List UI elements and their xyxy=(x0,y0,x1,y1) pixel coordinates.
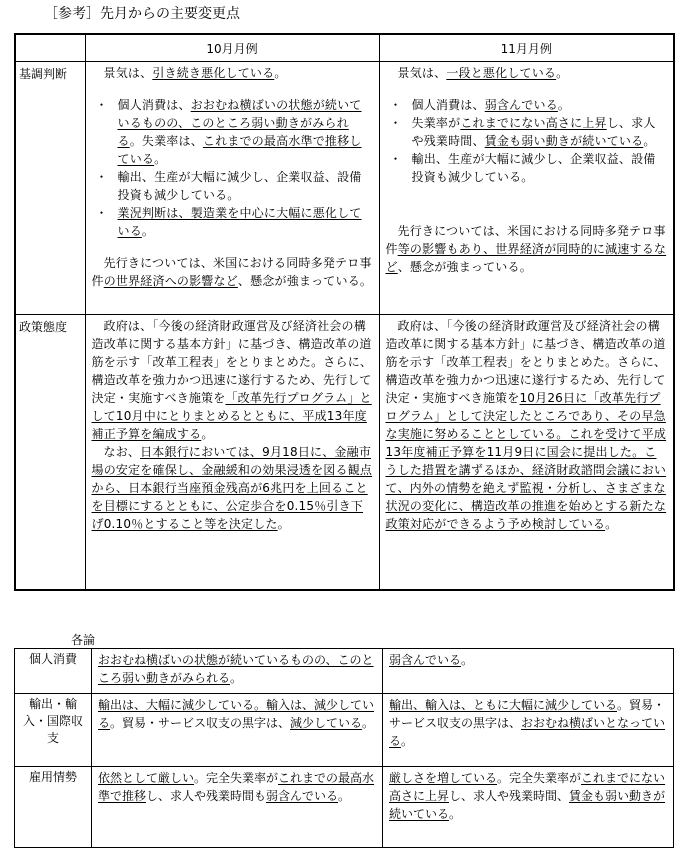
seisaku-oct-p1: 政府は、「今後の経済財政運営及び経済社会の構造改革に関する基本方針」に基づき、構造改革の道筋を示す「改革工程表」をとりまとめた。さらに、構造改革を強力かつ迅速に遂行するため、先行して決定・実施すべき施策を「改革先行プログラム」として10月中にとりまとめるとともに、平成13年度補正予算を編成する。 xyxy=(91,319,373,441)
cell-seisaku-oct xyxy=(85,315,379,591)
row-label-seisaku: 政策態度 xyxy=(15,315,85,591)
list-item: ・ 失業率がこれまでにない高さに上昇し、求人や残業時間、賃金も弱い動きが続いている。 xyxy=(386,114,668,150)
row-seisaku xyxy=(15,315,674,591)
cell-koyo-nov: 厳しさを増している。完全失業率がこれまでにない高さに上昇し、求人や残業時間、賃金も弱い動きが続いている。 xyxy=(383,767,674,848)
list-item: ・ 個人消費は、弱含んでいる。 xyxy=(386,96,668,114)
list-item: ・ 輸出、生産が大幅に減少し、企業収益、設備投資も減少している。 xyxy=(92,168,373,204)
kicho-oct-outlook: 先行きについては、米国における同時多発テロ事件の世界経済への影響など、懸念が強まっている。 xyxy=(91,256,373,288)
seisaku-nov-p1: 政府は、「今後の経済財政運営及び経済社会の構造改革に関する基本方針」に基づき、構造改革の道筋を示す「改革工程表」をとりまとめた。さらに、構造改革を強力かつ迅速に遂行するため、先行して決定・実施すべき施策を10月26日に「改革先行プログラム」として決定したところであり、その早急な実施に努めることとしている。これを受けて平成13年度補正予算を11月9日に国会に提出した。こうした措置を講ずるほか、経済財政諮問会議において、内外の情勢を絶えず監視・分析し、さまざまな状況の変化に、構造改革の推進を始めとする新たな政策対応ができるよう予め検討している。 xyxy=(385,319,667,531)
header-oct: 10月月例 xyxy=(85,34,379,62)
kicho-oct-lead: 景気は、引き続き悪化している。 xyxy=(103,66,287,80)
row-yushutsu xyxy=(15,694,674,767)
header-row xyxy=(15,34,674,62)
cell-kicho-oct xyxy=(85,62,379,315)
row-label-shohi: 個人消費 xyxy=(15,649,92,694)
kicho-nov-outlook: 先行きについては、米国における同時多発テロ事件等の影響もあり、世界経済が同時的に減速するなど、懸念が強まっている。 xyxy=(385,224,667,274)
cell-yushutsu-oct: 輸出は、大幅に減少している。輸入は、減少している。貿易・サービス収支の黒字は、減少している。 xyxy=(92,694,383,767)
comparison-table xyxy=(14,33,675,591)
kicho-oct-bullets xyxy=(92,96,373,240)
kicho-nov-bullets xyxy=(386,96,668,186)
list-item: ・ 業況判断は、製造業を中心に大幅に悪化している。 xyxy=(92,204,373,240)
cell-koyo-oct: 依然として厳しい。完全失業率がこれまでの最高水準で推移し、求人や残業時間も弱含んでいる。 xyxy=(92,767,383,848)
row-koyo xyxy=(15,767,674,848)
row-label-kicho: 基調判断 xyxy=(15,62,85,315)
page-title: ［参考］先月からの主要変更点 xyxy=(44,6,240,22)
cell-shohi-oct: おおむね横ばいの状態が続いているものの、このところ弱い動きがみられる。 xyxy=(92,649,383,694)
list-item: ・ 輸出、生産が大幅に減少し、企業収益、設備投資も減少している。 xyxy=(386,150,668,186)
row-label-koyo: 雇用情勢 xyxy=(15,767,92,848)
list-item: ・ 個人消費は、おおむね横ばいの状態が続いているものの、このところ弱い動きがみられる。失業率は、これまでの最高水準で推移している。 xyxy=(92,96,373,168)
seisaku-oct-p2: なお、日本銀行においては、9月18日に、金融市場の安定を確保し、金融緩和の効果浸透を図る観点から、日本銀行当座預金残高が6兆円を上回ることを目標にするとともに、公定歩合を0.15％引き下げ0.10％とすること等を決定した。 xyxy=(91,445,373,531)
detail-table xyxy=(14,648,674,848)
cell-seisaku-nov xyxy=(379,315,674,591)
row-shohi xyxy=(15,649,674,694)
row-kicho xyxy=(15,62,674,315)
header-corner xyxy=(15,34,85,62)
row-label-yushutsu: 輸出・輸入・国際収支 xyxy=(15,694,92,767)
kicho-nov-lead: 景気は、一段と悪化している。 xyxy=(397,66,569,80)
cell-kicho-nov xyxy=(379,62,674,315)
section-title-kakuron: 各論 xyxy=(71,633,96,647)
header-nov: 11月月例 xyxy=(379,34,674,62)
cell-yushutsu-nov: 輸出、輸入は、ともに大幅に減少している。貿易・サービス収支の黒字は、おおむね横ばいとなっている。 xyxy=(383,694,674,767)
cell-shohi-nov: 弱含んでいる。 xyxy=(383,649,674,694)
